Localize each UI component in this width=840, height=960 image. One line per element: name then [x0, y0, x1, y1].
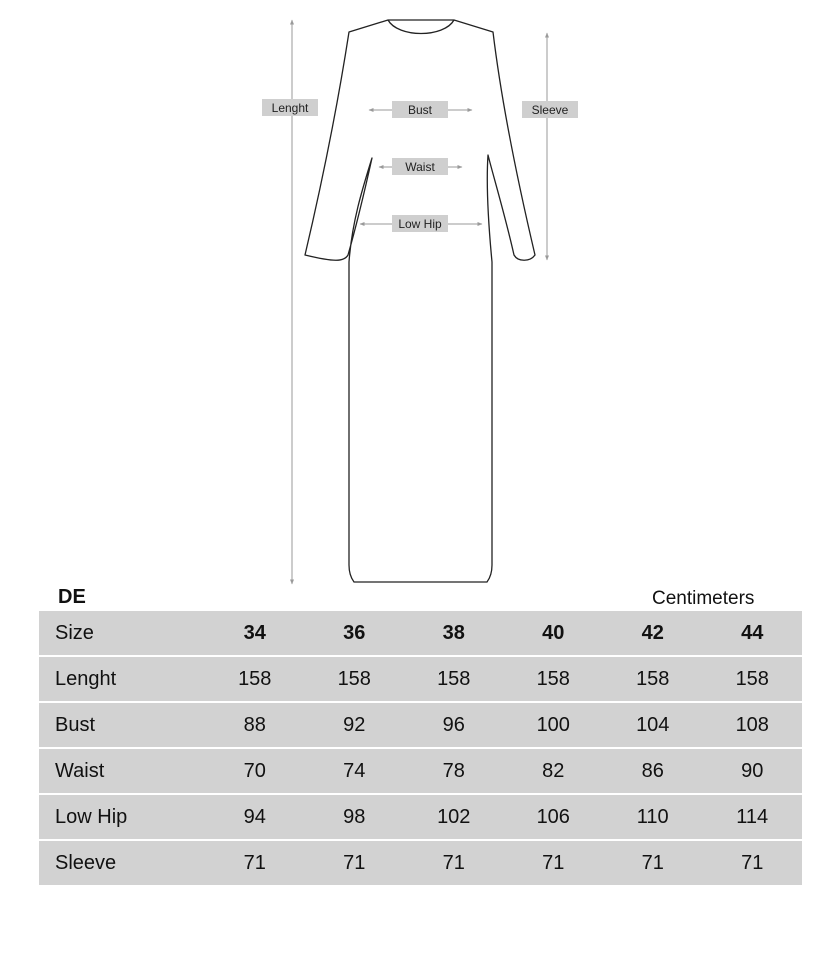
value-cell: 102 [404, 794, 504, 840]
bust-label-text: Bust [407, 103, 433, 117]
row-label: Bust [39, 702, 205, 748]
value-cell: 92 [305, 702, 405, 748]
value-cell: 114 [703, 794, 803, 840]
value-cell: 71 [703, 840, 803, 885]
value-cell: 82 [504, 748, 604, 794]
table-row [39, 656, 802, 702]
value-cell: 96 [404, 702, 504, 748]
value-cell: 74 [305, 748, 405, 794]
unit-label: Centimeters [652, 588, 755, 609]
value-cell: 71 [305, 840, 405, 885]
sleeve-label [522, 101, 578, 118]
value-cell: 94 [205, 794, 305, 840]
size-cell: 34 [205, 611, 305, 656]
row-label: Low Hip [39, 794, 205, 840]
value-cell: 100 [504, 702, 604, 748]
value-cell: 86 [603, 748, 703, 794]
row-label: Sleeve [39, 840, 205, 885]
value-cell: 158 [504, 656, 604, 702]
value-cell: 90 [703, 748, 803, 794]
low-hip-label-text: Low Hip [398, 217, 442, 231]
value-cell: 110 [603, 794, 703, 840]
value-cell: 158 [703, 656, 803, 702]
size-cell: 40 [504, 611, 604, 656]
size-header-row [39, 611, 802, 656]
size-cell: 42 [603, 611, 703, 656]
value-cell: 98 [305, 794, 405, 840]
header-label: Size [39, 611, 205, 656]
waist-label [392, 158, 448, 175]
row-label: Lenght [39, 656, 205, 702]
length-label [262, 99, 318, 116]
value-cell: 71 [603, 840, 703, 885]
size-table [39, 611, 802, 885]
low-hip-label [392, 215, 448, 232]
table-row [39, 702, 802, 748]
value-cell: 158 [205, 656, 305, 702]
value-cell: 158 [305, 656, 405, 702]
value-cell: 70 [205, 748, 305, 794]
table-row [39, 840, 802, 885]
waist-label-text: Waist [405, 160, 435, 174]
size-cell: 36 [305, 611, 405, 656]
value-cell: 71 [205, 840, 305, 885]
region-label: DE [58, 586, 86, 608]
size-cell: 38 [404, 611, 504, 656]
length-label-text: Lenght [271, 101, 309, 115]
value-cell: 108 [703, 702, 803, 748]
row-label: Waist [39, 748, 205, 794]
value-cell: 104 [603, 702, 703, 748]
value-cell: 71 [404, 840, 504, 885]
value-cell: 71 [504, 840, 604, 885]
size-cell: 44 [703, 611, 803, 656]
value-cell: 158 [404, 656, 504, 702]
sleeve-label-text: Sleeve [531, 103, 569, 117]
value-cell: 78 [404, 748, 504, 794]
table-row [39, 794, 802, 840]
value-cell: 106 [504, 794, 604, 840]
bust-label [392, 101, 448, 118]
value-cell: 88 [205, 702, 305, 748]
value-cell: 158 [603, 656, 703, 702]
table-row [39, 748, 802, 794]
